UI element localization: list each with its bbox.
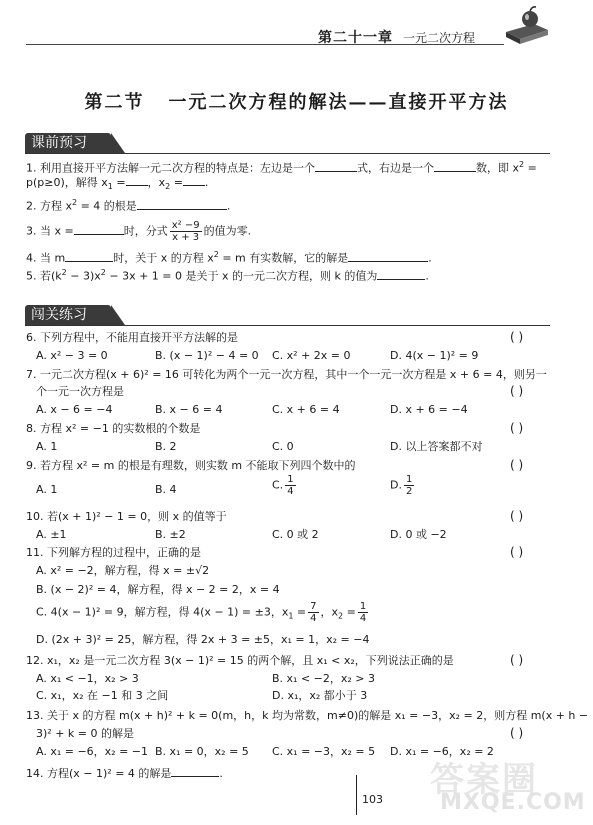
watermark-url: MXQE.COM: [440, 790, 586, 815]
section-topic: 一元二次方程的解法——直接开平方法: [168, 92, 509, 113]
running-header: [318, 27, 475, 47]
answer-paren: ( ): [510, 384, 524, 398]
section-number: 第二节: [84, 92, 145, 113]
answer-paren: ( ): [510, 653, 524, 667]
page-number-rule: [356, 775, 357, 815]
option-c: C. x₁ = −3，x₂ = 5: [272, 745, 376, 758]
option-c: C. 4(x − 1)² = 9，解方程，得 4(x − 1) = ±3，$x_1$ = $\frac{7}{4}$ ，$x_2$ = $\frac{1}{4}$: [36, 601, 367, 624]
option-d: D. x + 6 = −4: [390, 403, 468, 416]
question-3: 3. 当 x = 时，分式 $\frac{\text{x² −9}}{x + 3}$ 的值为零.: [26, 220, 252, 243]
question-1-line2: p(p≥0)，解得 $x_1$ = ，$x_2$ = .: [26, 176, 209, 192]
option-c: C. $\frac{1}{4}$: [272, 474, 294, 497]
section-rule: [25, 153, 550, 154]
question-8: 8. 方程 x² = −1 的实数根的个数是: [26, 422, 201, 435]
option-a: A. x − 6 = −4: [36, 403, 113, 416]
option-b: B. 2: [155, 440, 177, 453]
question-13: 13. 关于 x 的方程 m(x + h)² + k = 0(m，h，k 均为常数，m≠0)的解是 x₁ = −3，x₂ = 2，则方程 m(x + h −: [26, 709, 589, 722]
section-tag-preview: 课前预习: [25, 133, 111, 153]
option-a: A. 1: [36, 440, 58, 453]
question-7: 7. 一元二次方程(x + 6)² = 16 可转化为两个一元一次方程，其中一个一元一次方程是 x + 6 = 4，则另一: [26, 368, 547, 381]
question-13-line2: 3)² + k = 0 的解是: [36, 727, 134, 740]
watermark-logo: 答案圈: [430, 760, 538, 800]
question-9: 9. 若方程 x² = m 的根是有理数，则实数 m 不能取下列四个数中的: [26, 459, 356, 472]
option-b: B. x − 6 = 4: [155, 403, 223, 416]
option-d: D. $\frac{1}{2}$: [390, 474, 413, 497]
option-b: B. ±2: [155, 528, 186, 541]
subject-label: 一元二次方程: [403, 31, 476, 45]
question-10: 10. 若(x + 1)² − 1 = 0，则 x 的值等于: [26, 510, 227, 523]
section-tag-practice: 闯关练习: [25, 305, 111, 325]
question-1: 1. 利用直接开平方法解一元二次方程的特点是：左边是一个 式，右边是一个 数，即 $x^2$ =: [26, 160, 537, 175]
option-a: A. x₁ < −1，x₂ > 3: [36, 672, 139, 685]
option-d: D. x₁ = −6，x₂ = 2: [390, 745, 494, 758]
fraction: $\frac{\text{x² −9}}{x + 3}$: [171, 220, 200, 243]
option-c: C. x² + 2x = 0: [272, 349, 351, 362]
option-b: B. 4: [155, 483, 177, 496]
question-12: 12. x₁，x₂ 是一元二次方程 3(x − 1)² = 15 的两个解，且 x₁ < x₂，下列说法正确的是: [26, 654, 454, 667]
answer-paren: ( ): [510, 726, 524, 740]
option-d: D. 0 或 −2: [390, 528, 447, 541]
answer-paren: ( ): [510, 545, 524, 559]
option-d: D. (2x + 3)² = 25，解方程，得 2x + 3 = ±5，x₁ = 1，x₂ = −4: [36, 633, 370, 646]
option-a: A. x₁ = −6，x₂ = −1: [36, 745, 149, 758]
option-a: A. 1: [36, 483, 58, 496]
option-a: A. x² − 3 = 0: [36, 349, 108, 362]
option-b: B. (x − 1)² − 4 = 0: [155, 349, 259, 362]
option-d: D. x₁，x₂ 都小于 3: [272, 689, 368, 702]
answer-paren: ( ): [510, 421, 524, 435]
question-5: 5. 若$(k^2 - 3)x^2 - 3x + 1 = 0$ 是关于 x 的一元二次方程，则 k 的值为 .: [26, 268, 429, 283]
answer-paren: ( ): [510, 458, 524, 472]
option-c: C. 0 或 2: [272, 528, 319, 541]
answer-paren: ( ): [510, 330, 524, 344]
option-d: D. 4(x − 1)² = 9: [390, 349, 479, 362]
question-7-line2: 个一元一次方程是: [36, 385, 124, 398]
section-rule: [25, 325, 550, 326]
option-b: B. (x − 2)² = 4，解方程，得 x − 2 = 2，x = 4: [36, 583, 280, 596]
option-d: D. 以上答案都不对: [390, 440, 483, 453]
option-a: A. x² = −2，解方程，得 x = ±√2: [36, 564, 210, 577]
book-apple-icon: [504, 4, 550, 46]
option-a: A. ±1: [36, 528, 67, 541]
option-b: B. x₁ < −2，x₂ > 3: [272, 672, 376, 685]
question-6: 6. 下列方程中，不能用直接开平方法解的是: [26, 331, 238, 344]
question-4: 4. 当 m 时，关于 x 的方程 $x^2 = m$ 有实数解，它的解是 .: [26, 250, 432, 265]
chapter-label: 第二十一章: [318, 30, 393, 46]
option-c: C. 0: [272, 440, 294, 453]
page-number: 103: [362, 793, 383, 806]
option-c: C. x + 6 = 4: [272, 403, 340, 416]
option-b: B. x₁ = 0，x₂ = 5: [155, 745, 249, 758]
option-c: C. x₁，x₂ 在 −1 和 3 之间: [36, 689, 169, 702]
question-2: 2. 方程 $x^2 = 4$ 的根是 .: [26, 198, 231, 213]
answer-paren: ( ): [510, 509, 524, 523]
question-11: 11. 下列解方程的过程中，正确的是: [26, 546, 201, 559]
question-14: 14. 方程(x − 1)² = 4 的解是 .: [26, 767, 223, 780]
page-title: [0, 88, 593, 114]
